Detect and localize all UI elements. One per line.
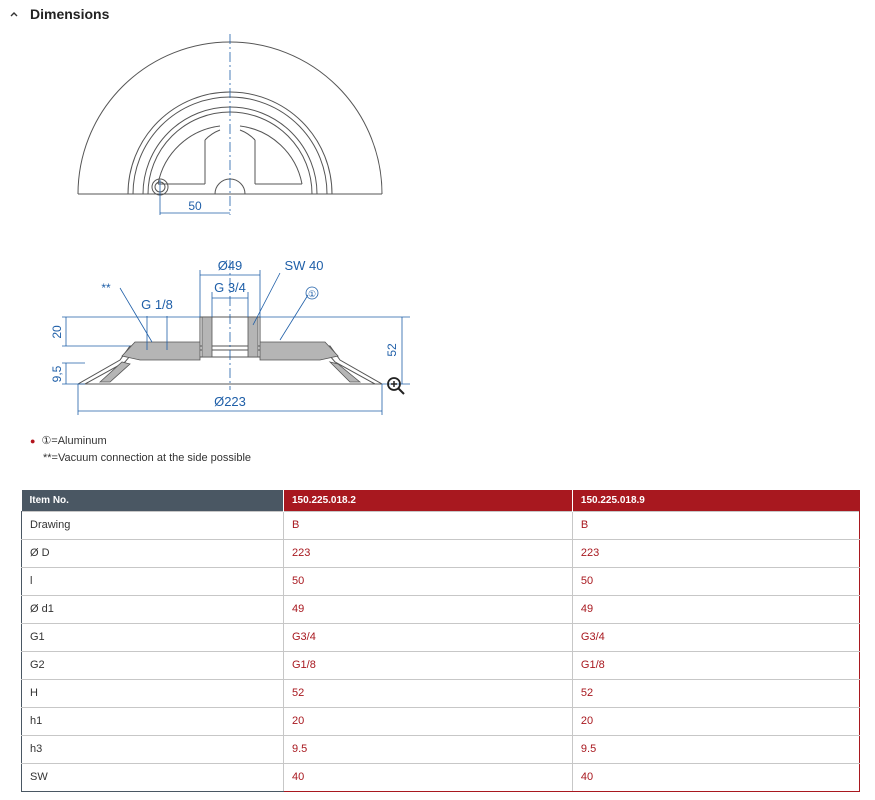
drawing-notes bbox=[30, 433, 251, 467]
row-value: 50 bbox=[572, 567, 859, 595]
row-value: 9.5 bbox=[284, 735, 573, 763]
note-vacuum: **=Vacuum connection at the side possible bbox=[43, 452, 252, 464]
table-row bbox=[22, 679, 860, 707]
row-value: G1/8 bbox=[572, 651, 859, 679]
table-row bbox=[22, 539, 860, 567]
table-row bbox=[22, 707, 860, 735]
row-label: h3 bbox=[22, 735, 284, 763]
row-label: Drawing bbox=[22, 511, 284, 539]
row-value: B bbox=[572, 511, 859, 539]
header-item-no: Item No. bbox=[22, 490, 284, 511]
dim-20-label: 20 bbox=[50, 325, 64, 339]
dim-g34-label: G 3/4 bbox=[214, 280, 246, 295]
dim-50-label: 50 bbox=[188, 199, 202, 213]
header-item-1: 150.225.018.2 bbox=[284, 490, 573, 511]
technical-drawing bbox=[40, 30, 420, 420]
row-label: G2 bbox=[22, 651, 284, 679]
table-row bbox=[22, 623, 860, 651]
dim-stars-label: ** bbox=[101, 281, 111, 295]
table-row bbox=[22, 651, 860, 679]
chevron-up-icon bbox=[8, 8, 20, 20]
note-aluminum: ①=Aluminum bbox=[41, 435, 107, 447]
row-value: G3/4 bbox=[284, 623, 573, 651]
table-row bbox=[22, 735, 860, 763]
table-row bbox=[22, 511, 860, 539]
dim-95-label: 9,5 bbox=[50, 365, 64, 383]
row-label: l bbox=[22, 567, 284, 595]
row-value: G3/4 bbox=[572, 623, 859, 651]
dimensions-section-toggle[interactable] bbox=[8, 3, 109, 25]
dim-circle1-label: ① bbox=[307, 289, 317, 299]
row-label: Ø d1 bbox=[22, 595, 284, 623]
header-item-2: 150.225.018.9 bbox=[572, 490, 859, 511]
spec-table bbox=[21, 490, 860, 792]
row-value: 40 bbox=[572, 763, 859, 791]
dim-sw40-label: SW 40 bbox=[284, 258, 324, 273]
row-label: H bbox=[22, 679, 284, 707]
row-label: h1 bbox=[22, 707, 284, 735]
row-value: 223 bbox=[572, 539, 859, 567]
table-header-row bbox=[22, 490, 860, 511]
row-value: 49 bbox=[284, 595, 573, 623]
row-value: 9.5 bbox=[572, 735, 859, 763]
row-label: G1 bbox=[22, 623, 284, 651]
dim-52-label: 52 bbox=[385, 343, 399, 357]
dim-d223-label: Ø223 bbox=[214, 394, 246, 409]
row-value: 223 bbox=[284, 539, 573, 567]
row-value: B bbox=[284, 511, 573, 539]
row-value: 40 bbox=[284, 763, 573, 791]
section-title: Dimensions bbox=[30, 6, 110, 22]
bullet-icon: ● bbox=[30, 436, 36, 446]
dim-g18-label: G 1/8 bbox=[141, 297, 173, 312]
dim-d49-label: Ø49 bbox=[217, 258, 243, 273]
row-label: SW bbox=[22, 763, 284, 791]
table-row bbox=[22, 763, 860, 791]
row-value: 20 bbox=[284, 707, 573, 735]
row-value: 50 bbox=[284, 567, 573, 595]
row-value: 52 bbox=[284, 679, 573, 707]
row-label: Ø D bbox=[22, 539, 284, 567]
row-value: G1/8 bbox=[284, 651, 573, 679]
row-value: 49 bbox=[572, 595, 859, 623]
row-value: 52 bbox=[572, 679, 859, 707]
row-value: 20 bbox=[572, 707, 859, 735]
zoom-in-icon[interactable] bbox=[386, 376, 406, 396]
table-row bbox=[22, 595, 860, 623]
table-row bbox=[22, 567, 860, 595]
